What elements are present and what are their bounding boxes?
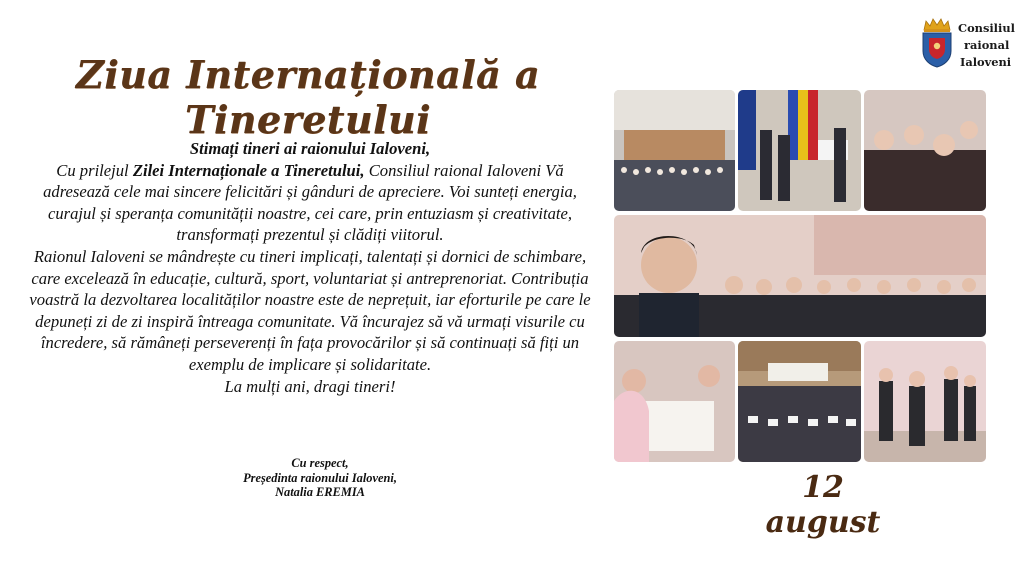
letter-paragraph-1-start: Cu prilejul	[56, 160, 133, 180]
photo-drawing-activity	[614, 341, 735, 462]
letter-closing: La mulți ani, dragi tineri!	[224, 376, 396, 396]
photo-stage-presentation	[738, 90, 861, 211]
letter-paragraph-1-end: Consiliul raional Ialoveni Vă adresează cele mai sincere felicitări și gânduri de apreciere. Voi sunteți energia, curajul și speranța comunității noastre, cei care, prin entuziasm și creativitate, transformați prezentul și clădiți viitorul.	[43, 160, 577, 245]
signature-line-2: Președinta raionului Ialoveni,	[243, 470, 397, 485]
page-title: Ziua Internațională a Tineretului	[75, 52, 541, 142]
letter-paragraph-1	[25, 160, 595, 246]
council-name-line-3: Ialoveni	[960, 55, 1012, 69]
event-date: 12 august	[765, 470, 881, 540]
signature-line-1: Cu respect,	[291, 456, 349, 470]
signature-block	[205, 456, 435, 500]
photo-selfie-crowd	[864, 90, 986, 211]
coat-of-arms-icon	[920, 18, 954, 68]
council-logo	[918, 14, 1018, 70]
letter-greeting: Stimați tineri ai raionului Ialoveni,	[189, 139, 431, 158]
photo-certificates-group	[738, 341, 861, 462]
council-name	[958, 20, 1015, 71]
photo-large-group	[614, 215, 986, 337]
letter-paragraph-2: Raionul Ialoveni se mândrește cu tineri implicați, talentați și dornici de schimbare, care excelează în educație, cultură, sport, voluntariat și antreprenoriat. Contribuția voastră la dezvoltarea localităților noastre este de neprețuit, iar eforturile pe care le depuneți zi de zi inspiră întreaga comunitate. Vă încurajez să vă urmați visurile cu încredere, să rămâneți perseverenți în fața provocărilor și să continuați să fiți un exemplu de implicare și solidaritate.	[29, 246, 591, 374]
signature-line-3: Natalia EREMIA	[275, 485, 365, 499]
photo-dance-circle	[864, 341, 986, 462]
council-name-line-2: raional	[964, 38, 1010, 52]
council-name-line-1: Consiliul	[958, 21, 1015, 35]
photo-hall-group	[614, 90, 735, 211]
greeting-letter	[25, 138, 595, 397]
letter-paragraph-1-bold: Zilei Internaționale a Tineretului,	[132, 160, 365, 180]
